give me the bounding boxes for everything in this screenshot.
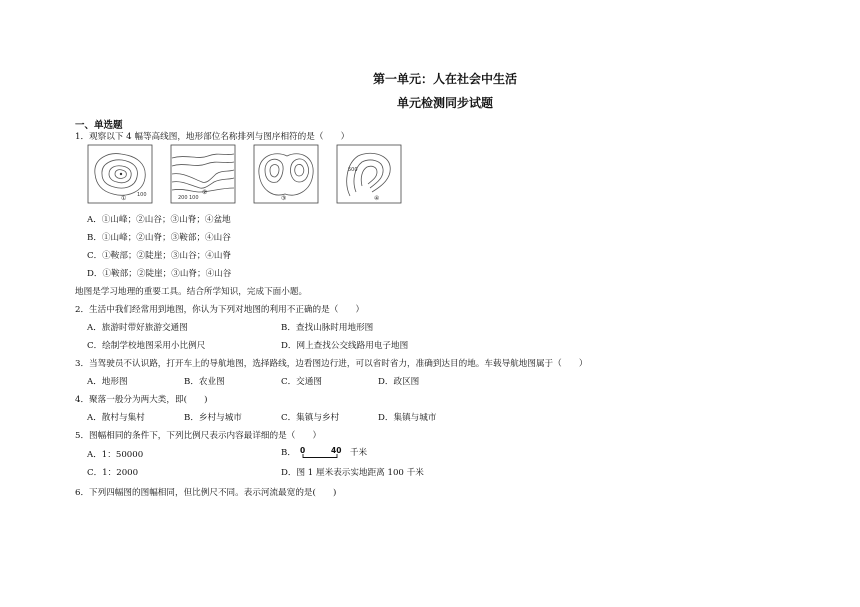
- scale-unit-label: 千米: [349, 448, 368, 458]
- question-1-option-b[interactable]: B．①山峰；②山脊；③鞍部；④山谷: [87, 233, 231, 243]
- scale-max-label: 40: [330, 446, 342, 455]
- question-6-stem: 6．下列四幅图的图幅相同，但比例尺不同。表示河流最宽的是( ): [75, 488, 337, 498]
- question-5-option-b[interactable]: [281, 446, 367, 459]
- contour-map-4: [336, 144, 402, 204]
- page-subtitle: 单元检测同步试题: [396, 96, 493, 110]
- page-title: 第一单元：人在社会中生活: [372, 72, 517, 86]
- map-3-label: ③: [281, 195, 287, 202]
- map-1-label: ①: [121, 195, 127, 202]
- question-2-option-a[interactable]: A．旅游时带好旅游交通图: [87, 323, 188, 333]
- contour-label-100b: 100: [189, 195, 199, 201]
- question-4-option-c[interactable]: C．集镇与乡村: [281, 413, 340, 423]
- question-5-option-d[interactable]: D．图 1 厘米表示实地距离 100 千米: [281, 468, 424, 478]
- question-2-option-d[interactable]: D．网上查找公交线路用电子地图: [281, 341, 409, 351]
- question-2-option-c[interactable]: C．绘制学校地图采用小比例尺: [87, 341, 206, 351]
- question-3-option-c[interactable]: C．交通图: [281, 377, 322, 387]
- map-4-label: ④: [374, 195, 380, 202]
- question-4-option-a[interactable]: A．散村与集村: [87, 413, 145, 423]
- contour-label-500: 500: [348, 167, 358, 173]
- contour-map-3: [253, 144, 319, 204]
- question-1-option-d[interactable]: D．①鞍部；②陡崖；③山脊；④山谷: [87, 269, 232, 279]
- contour-label-100: 100: [137, 192, 147, 198]
- question-1-option-c[interactable]: C．①鞍部；②陡崖；③山谷；④山脊: [87, 251, 232, 261]
- question-1-option-a[interactable]: A．①山峰；②山谷；③山脊；④盆地: [87, 215, 231, 225]
- question-5-option-b-letter: B．: [281, 448, 296, 458]
- question-3-stem: 3．当驾驶员不认识路，打开车上的导航地图，选择路线，边看图边行进，可以省时省力，准确到达目的地。车载导航地图属于（ ）: [75, 359, 588, 369]
- question-4-option-d[interactable]: D．集镇与城市: [378, 413, 437, 423]
- question-5-option-c[interactable]: C．1：2000: [87, 468, 139, 478]
- question-4-option-b[interactable]: B．乡村与城市: [184, 413, 242, 423]
- question-3-option-b[interactable]: B．农业图: [184, 377, 225, 387]
- question-5-option-a[interactable]: A．1：50000: [87, 450, 144, 460]
- contour-label-200: 200: [178, 195, 188, 201]
- question-3-option-a[interactable]: A．地形图: [87, 377, 128, 387]
- question-3-option-d[interactable]: D．政区图: [378, 377, 420, 387]
- contour-maps: [87, 144, 427, 206]
- question-1-stem: 1．观察以下 4 幅等高线图，地形部位名称排列与图序相符的是（ ）: [75, 132, 350, 142]
- map-2-label: ②: [202, 189, 208, 196]
- question-2-option-b[interactable]: B．查找山脉时用地形图: [281, 323, 374, 333]
- contour-map-1: [87, 144, 153, 204]
- section-heading: 一、单选题: [75, 120, 123, 131]
- question-5-stem: 5．图幅相同的条件下，下列比例尺表示内容最详细的是（ ）: [75, 431, 322, 441]
- question-4-stem: 4．聚落一般分为两大类，即( ): [75, 395, 208, 405]
- contour-map-2: [170, 144, 236, 204]
- line-scale-bar: [300, 447, 344, 459]
- scale-zero-label: 0: [299, 446, 306, 455]
- material-intro: 地图是学习地理的重要工具。结合所学知识，完成下面小题。: [75, 287, 308, 297]
- question-2-stem: 2．生活中我们经常用到地图，你认为下列对地图的利用不正确的是（ ）: [75, 305, 365, 315]
